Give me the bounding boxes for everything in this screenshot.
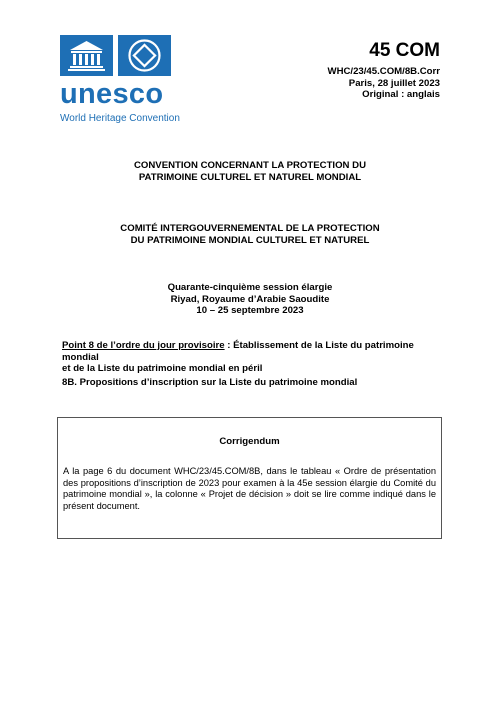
committee-heading-line: COMITÉ INTERGOUVERNEMENTAL DE LA PROTECTION	[120, 223, 380, 234]
unesco-logo	[60, 35, 178, 125]
convention-heading	[0, 160, 500, 183]
logo-subtitle: World Heritage Convention	[60, 113, 180, 124]
convention-heading-line: CONVENTION CONCERNANT LA PROTECTION DU	[133, 160, 367, 171]
session-info	[0, 282, 500, 317]
unesco-temple-icon	[60, 35, 113, 76]
document-meta	[328, 66, 440, 101]
corrigendum-title: Corrigendum	[219, 436, 280, 447]
agenda-subitem: 8B. Propositions d’inscription sur la Liste du patrimoine mondial	[62, 377, 358, 388]
session-dates: 10 – 25 septembre 2023	[196, 305, 304, 316]
document-reference: WHC/23/45.COM/8B.Corr	[327, 66, 440, 77]
session-title: Quarante-cinquième session élargie	[167, 282, 333, 293]
committee-heading	[0, 223, 500, 246]
agenda-item-text: et de la Liste du patrimoine mondial en péril	[62, 363, 263, 374]
session-location: Riyad, Royaume d’Arabie Saoudite	[170, 293, 330, 305]
corrigendum-box	[57, 417, 442, 539]
document-original-language: Original : anglais	[362, 89, 440, 100]
corrigendum-body: A la page 6 du document WHC/23/45.COM/8B, dans le tableau « Ordre de présentation des propositions d’inscription de 2023 pour examen à la 45e session élargie du Comité du patrimoine mondial », la colonne « Projet de décision » doit se lire comme indiqué dans le présent document.	[63, 466, 436, 511]
agenda-item	[62, 340, 442, 375]
logo-wordmark: unesco	[60, 78, 164, 110]
world-heritage-emblem-icon	[118, 35, 171, 76]
agenda-separator: :	[224, 340, 234, 351]
document-number: 45 COM	[369, 40, 440, 61]
convention-heading-line: PATRIMOINE CULTUREL ET NATUREL MONDIAL	[138, 171, 362, 183]
committee-heading-line: DU PATRIMOINE MONDIAL CULTUREL ET NATUREL	[130, 234, 370, 246]
agenda-item-label: Point 8 de l’ordre du jour provisoire	[62, 340, 225, 351]
agenda-item-text: Établissement de la Liste du patrimoine mondial	[62, 340, 414, 363]
document-date: Paris, 28 juillet 2023	[348, 77, 440, 89]
